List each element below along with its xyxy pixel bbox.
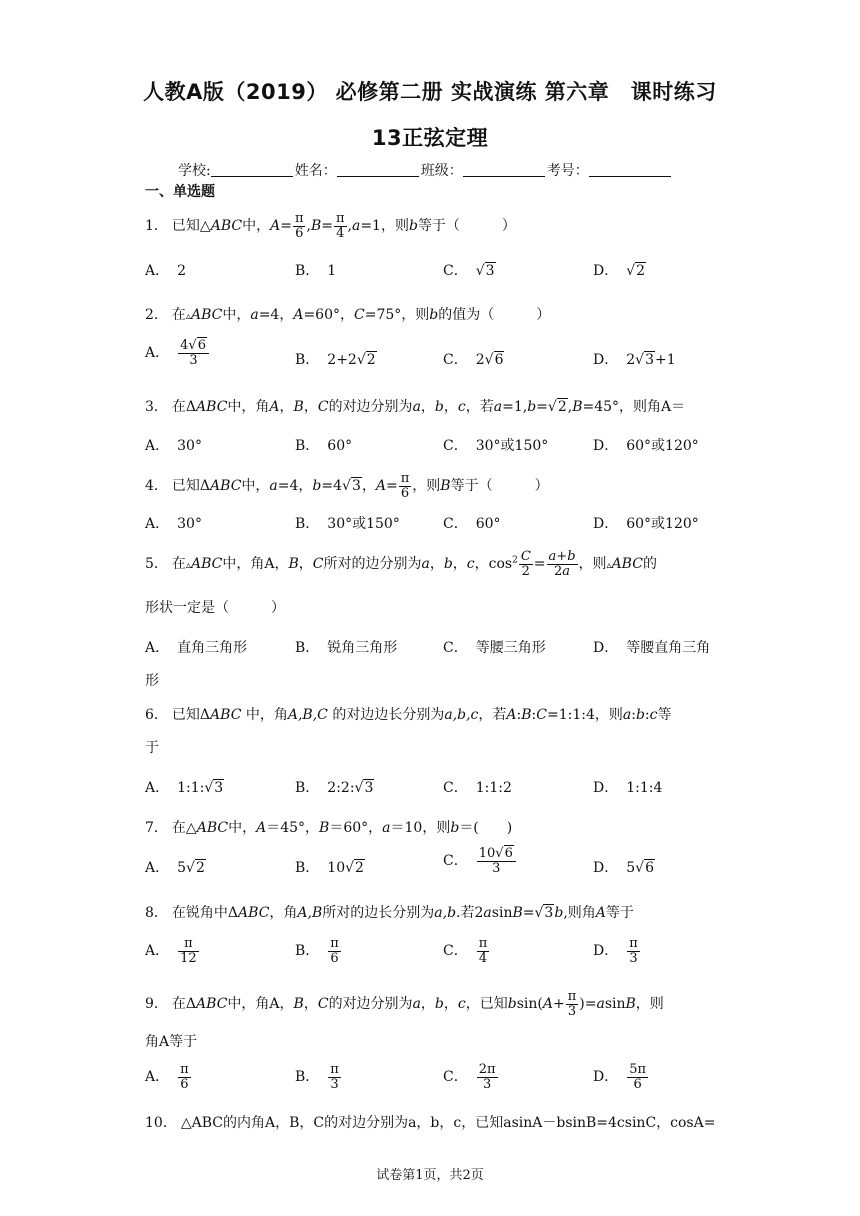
option-c[interactable]: C． 30°或150° (443, 438, 549, 454)
option-d[interactable]: D． 60°或120° (593, 438, 699, 454)
option-b[interactable]: B． 2+2√2 (295, 352, 376, 368)
question-6-line2: 于 (145, 740, 159, 756)
option-d[interactable]: D． $\frac{\pi}{3}$ (593, 936, 638, 966)
question-2: 2． 在▵ABC中，a=4，A=60°，C=75°，则b的值为（ ） (145, 307, 551, 323)
school-blank[interactable] (211, 162, 293, 177)
option-b[interactable]: B． 2:2:√3 (295, 780, 374, 796)
option-a[interactable]: A． 1:1:√3 (145, 780, 224, 796)
page-subtitle: 13正弦定理 (371, 126, 489, 150)
option-c[interactable]: C． $\frac{2\pi}{3}$ (443, 1062, 496, 1092)
class-blank[interactable] (463, 162, 545, 177)
page-title: 人教A版（2019） 必修第二册 实战演练 第六章 课时练习 (143, 80, 717, 104)
option-a[interactable]: A． $\frac{\pi}{6}$ (145, 1062, 189, 1092)
option-a[interactable]: A． $\frac{4√6}{3}$ (145, 339, 210, 367)
option-a[interactable]: A． 直角三角形 (145, 640, 248, 656)
question-4: 4． 已知ΔABC中，a=4，b=4√3，A= $\frac{\pi}{6}$ ，则B等于（ ） (145, 471, 549, 501)
option-a[interactable]: A． 2 (145, 263, 187, 279)
option-a[interactable]: A． 30° (145, 438, 202, 454)
question-6: 6． 已知ΔABC 中，角A,B,C 的对边边长分别为a,b,c，若A:B:C=1:1:4，则a:b:c等 (145, 707, 672, 723)
option-c[interactable]: C． $\frac{\pi}{4}$ (443, 936, 488, 966)
exam-no-blank[interactable] (589, 162, 671, 177)
option-c[interactable]: C． 等腰三角形 (443, 640, 546, 656)
question-9: 9． 在ΔABC中，角A，B，C的对边分别为a，b，c，已知bsin(A+ $\frac{\pi}{3}$ )=asinB，则 (145, 989, 664, 1019)
option-d[interactable]: D． $\frac{5\pi}{6}$ (593, 1062, 647, 1092)
option-c[interactable]: C． $\frac{10√6}{3}$ (443, 847, 517, 875)
student-info-line (178, 160, 673, 180)
option-b[interactable]: B． 锐角三角形 (295, 640, 398, 656)
option-d[interactable]: D． 5√6 (593, 860, 654, 876)
option-d[interactable]: D． 等腰直角三角 (593, 640, 711, 656)
option-d[interactable]: D． 1:1:4 (593, 780, 663, 796)
option-c[interactable]: C． 1:1:2 (443, 780, 512, 796)
page-footer: 试卷第1页，共2页 (376, 1168, 484, 1183)
question-3: 3． 在ΔABC中，角A，B，C的对边分别为a，b，c，若a=1,b=√2,B=45°，则角A＝ (145, 399, 686, 415)
question-1: 1． 已知△ABC中，A= $\frac{\pi}{6}$ ,B= $\frac{\pi}{4}$ ,a=1，则b等于（ ） (145, 211, 516, 241)
option-b[interactable]: B． $\frac{\pi}{3}$ (295, 1062, 339, 1092)
question-8: 8． 在锐角中ΔABC，角A,B所对的边长分别为a,b.若2asinB=√3b,则角A等于 (145, 905, 634, 921)
option-d[interactable]: D． 2√3+1 (593, 352, 676, 368)
question-5-option-wrap: 形 (145, 673, 159, 689)
question-7: 7． 在△ABC中，A＝45°，B＝60°，a＝10，则b＝( ) (145, 820, 513, 836)
option-c[interactable]: C． √3 (443, 263, 495, 279)
option-b[interactable]: B． 30°或150° (295, 516, 400, 532)
option-c[interactable]: C． 2√6 (443, 352, 504, 368)
question-9-line2: 角A等于 (145, 1034, 198, 1050)
option-d[interactable]: D． 60°或120° (593, 516, 699, 532)
question-5: 5． 在▵ABC中，角A，B，C所对的边分别为a，b，c，$\cos^2$ $\frac{C}{2}$ = $\frac{a+b}{2a}$ ，则▵ABC的 (145, 549, 657, 579)
option-d[interactable]: D． √2 (593, 263, 646, 279)
section-heading: 一、单选题 (145, 184, 215, 200)
question-5-line2: 形状一定是（ ） (145, 600, 285, 616)
exam-no-label: 考号： (546, 163, 589, 179)
name-label: 姓名： (294, 163, 337, 179)
class-label: 班级： (420, 163, 463, 179)
option-b[interactable]: B． 10√2 (295, 860, 364, 876)
question-10: 10． △ABC的内角A，B，C的对边分别为a，b，c，已知asinA－bsinB=4csinC，cosA= (145, 1115, 716, 1131)
option-b[interactable]: B． 60° (295, 438, 353, 454)
school-label: 学校: (178, 163, 211, 179)
option-a[interactable]: A． 5√2 (145, 860, 205, 876)
option-b[interactable]: B． $\frac{\pi}{6}$ (295, 936, 339, 966)
option-a[interactable]: A． 30° (145, 516, 202, 532)
option-b[interactable]: B． 1 (295, 263, 337, 279)
name-blank[interactable] (337, 162, 419, 177)
option-a[interactable]: A． $\frac{\pi}{12}$ (145, 936, 197, 966)
option-c[interactable]: C． 60° (443, 516, 501, 532)
